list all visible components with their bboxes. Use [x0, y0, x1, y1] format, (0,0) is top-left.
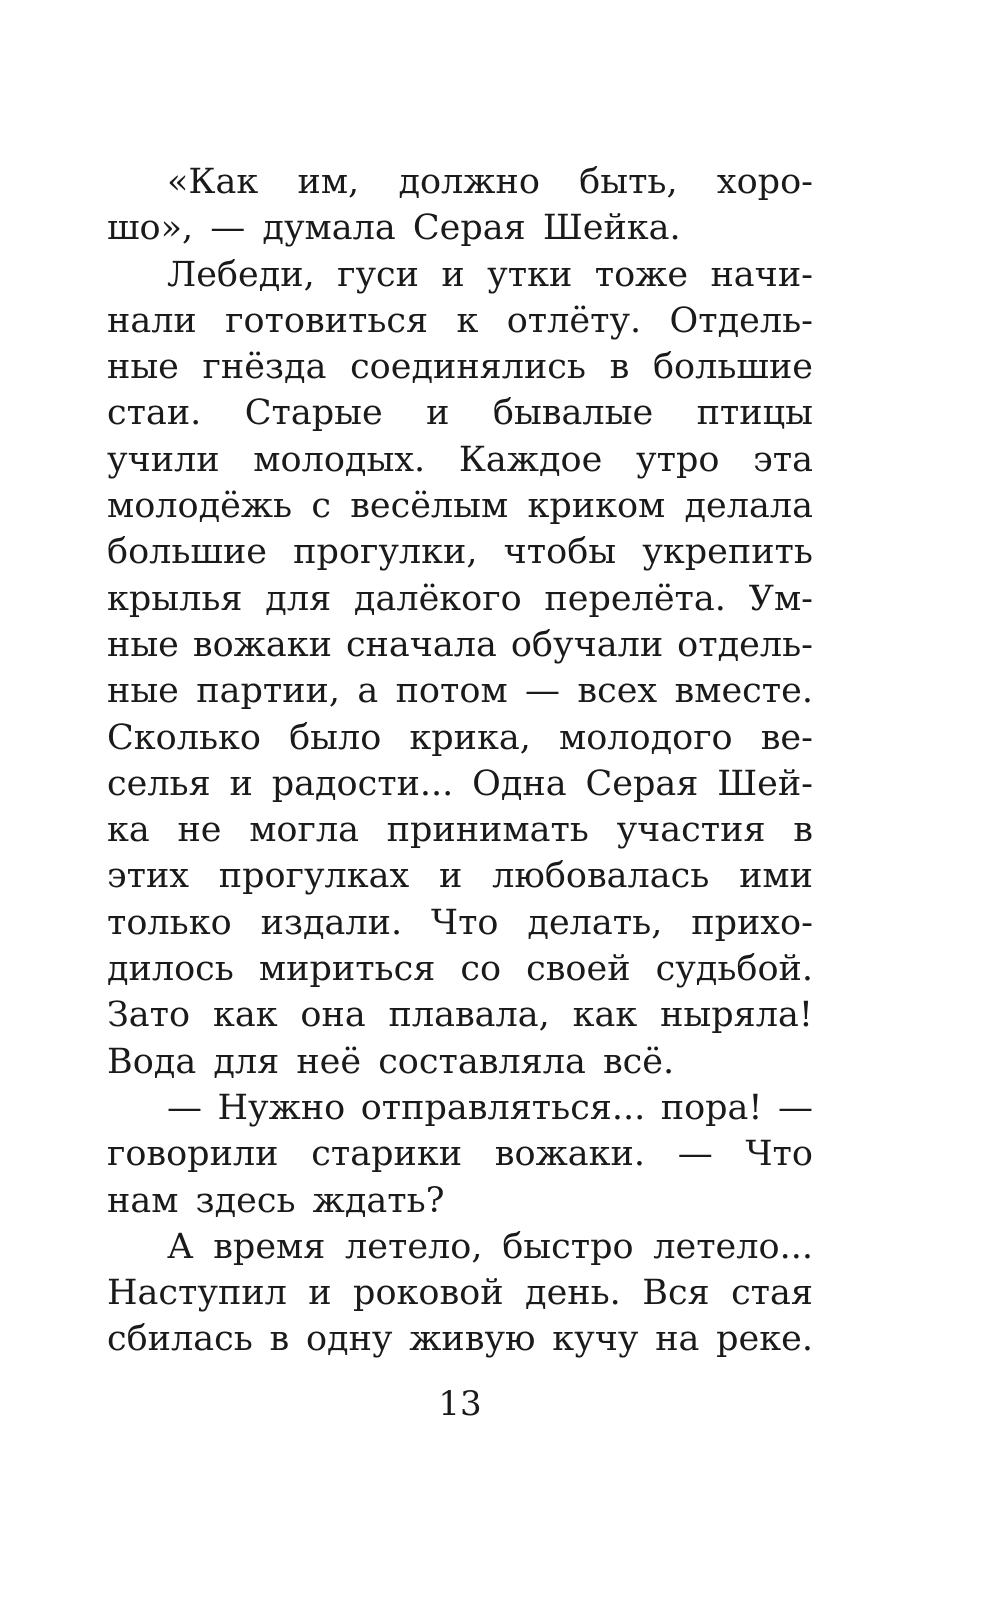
text-word: а	[357, 671, 379, 712]
text-word: утки	[487, 254, 573, 295]
text-line	[107, 668, 813, 714]
text-word: и	[229, 763, 253, 804]
text-word: «Как	[167, 162, 259, 202]
text-word: крика,	[409, 717, 531, 758]
text-word: ныряла!	[660, 995, 813, 1036]
text-word: гуси	[337, 254, 419, 295]
text-line	[107, 1270, 813, 1316]
text-line	[107, 807, 813, 853]
text-word: этих	[107, 856, 190, 897]
text-line	[107, 1085, 813, 1131]
text-word: издали.	[260, 902, 403, 943]
text-line: нам здесь ждать?	[107, 1180, 445, 1221]
text-line: Вода для неё составляла всё.	[107, 1041, 675, 1082]
text-word: соединялись	[350, 347, 586, 388]
text-word: гнёзда	[202, 347, 327, 388]
text-word: сначала	[345, 624, 497, 665]
text-word: Зато	[107, 995, 191, 1036]
text-line	[107, 344, 813, 390]
text-line	[107, 853, 813, 899]
text-word: перелёта.	[544, 578, 726, 619]
text-word: молодых.	[253, 439, 426, 480]
text-word: отдель-	[677, 624, 813, 665]
text-word: было	[289, 717, 382, 758]
text-word: вожаки.	[494, 1134, 645, 1175]
text-word: в	[793, 810, 813, 851]
text-word: большие	[652, 347, 813, 388]
text-word: реке.	[716, 1319, 813, 1360]
text-word: Что	[431, 902, 499, 943]
text-word: тоже	[594, 254, 689, 295]
text-word: партии,	[196, 671, 341, 712]
text-word: дилось	[107, 949, 234, 990]
text-word: и	[308, 1273, 332, 1314]
text-word: и	[426, 393, 450, 434]
text-word: стаи.	[107, 393, 202, 434]
text-word: своей	[526, 949, 631, 990]
text-word: должно	[398, 162, 540, 202]
text-line	[107, 298, 813, 344]
text-word: потом	[395, 671, 508, 712]
text-word: в	[269, 1319, 290, 1360]
text-word: криком	[527, 486, 666, 527]
text-word: к	[456, 300, 479, 341]
text-word: прихо-	[691, 902, 813, 943]
text-word: ка	[107, 810, 150, 851]
text-word: хоро-	[716, 162, 813, 202]
text-word: Шей-	[717, 763, 813, 804]
text-word: ные	[107, 624, 179, 665]
text-word: селья	[107, 763, 211, 804]
text-line	[107, 1224, 813, 1270]
text-line	[107, 715, 813, 761]
text-word: летело...	[653, 1226, 813, 1267]
text-word: молодого	[558, 717, 733, 758]
text-word: время	[213, 1226, 326, 1267]
text-word: принимать	[386, 810, 589, 851]
text-line	[107, 529, 813, 575]
text-word: им,	[297, 162, 360, 202]
text-word: стая	[731, 1273, 813, 1314]
text-word: отправляться...	[360, 1087, 646, 1128]
text-word: роковой	[353, 1273, 504, 1314]
text-word: только	[107, 902, 232, 943]
text-word: делала	[684, 486, 813, 527]
text-word: Серая	[585, 763, 699, 804]
text-word: —	[167, 1087, 202, 1128]
text-word: сбилась	[107, 1319, 253, 1360]
text-word: мириться	[258, 949, 436, 990]
text-line	[107, 390, 813, 436]
text-line	[107, 946, 813, 992]
text-word: укрепить	[642, 532, 813, 573]
text-word: вожаки	[192, 624, 332, 665]
text-word: любовалась	[492, 856, 710, 897]
text-word: чтобы	[503, 532, 617, 573]
text-word: говорили	[107, 1134, 279, 1175]
text-word: старики	[311, 1134, 463, 1175]
text-word: пора!	[660, 1087, 763, 1128]
text-word: летело,	[345, 1226, 483, 1267]
text-word: —	[677, 1134, 713, 1175]
text-word: отлёту.	[506, 300, 642, 341]
text-word: Вся	[642, 1273, 710, 1314]
text-line	[107, 900, 813, 946]
text-line	[107, 992, 813, 1038]
text-word: не	[177, 810, 222, 851]
text-line	[107, 1131, 813, 1177]
text-word: учили	[107, 439, 220, 480]
text-line	[107, 252, 813, 298]
text-word: всех	[577, 671, 658, 712]
text-word: одну	[305, 1319, 393, 1360]
story-text	[107, 159, 813, 1363]
text-word: начи-	[710, 254, 813, 295]
text-word: могла	[249, 810, 359, 851]
text-word: —	[778, 1087, 813, 1128]
text-word: Лебеди,	[167, 254, 315, 295]
text-word: со	[460, 949, 502, 990]
text-word: с	[311, 486, 331, 527]
text-line	[107, 576, 813, 622]
text-word: и	[439, 856, 463, 897]
text-word: вместе.	[674, 671, 813, 712]
text-word: живую	[409, 1319, 536, 1360]
text-word: утро	[636, 439, 720, 480]
text-word: как	[212, 995, 278, 1036]
text-word: Отдель-	[669, 300, 813, 341]
text-word: Одна	[472, 763, 567, 804]
text-word: участия	[616, 810, 766, 851]
text-word: —	[525, 671, 561, 712]
text-word: быть,	[579, 162, 678, 202]
text-word: Нужно	[217, 1087, 346, 1128]
text-word: Что	[745, 1134, 813, 1175]
text-word: далёкого	[353, 578, 522, 619]
text-line	[107, 622, 813, 668]
text-word: нали	[107, 300, 197, 341]
text-line	[107, 1316, 813, 1362]
text-word: делать,	[527, 902, 663, 943]
text-word: как	[572, 995, 638, 1036]
page-number: 13	[438, 1384, 482, 1424]
text-line	[107, 159, 813, 205]
text-word: А	[167, 1226, 194, 1267]
text-word: Сколько	[107, 717, 261, 758]
text-word: ими	[739, 856, 813, 897]
text-word: день.	[525, 1273, 621, 1314]
text-word: весёлым	[350, 486, 509, 527]
text-word: прогулках	[218, 856, 410, 897]
text-word: и	[441, 254, 465, 295]
text-word: бывалые	[492, 393, 654, 434]
text-line	[107, 483, 813, 529]
text-word: большие	[107, 532, 268, 573]
text-word: на	[655, 1319, 700, 1360]
text-word: кучу	[552, 1319, 639, 1360]
text-word: она	[300, 995, 366, 1036]
text-line	[107, 437, 813, 483]
text-word: молодёжь	[107, 486, 293, 527]
text-line	[107, 761, 813, 807]
text-word: обучали	[510, 624, 664, 665]
text-word: крылья	[107, 578, 243, 619]
text-word: в	[609, 347, 630, 388]
text-word: Каждое	[458, 439, 603, 480]
text-word: птицы	[696, 393, 813, 434]
text-word: прогулки,	[293, 532, 478, 573]
text-word: готовиться	[225, 300, 429, 341]
text-word: эта	[753, 439, 813, 480]
text-word: ные	[107, 671, 179, 712]
text-word: судьбой.	[655, 949, 813, 990]
text-line: шо», — думала Серая Шейка.	[107, 208, 681, 249]
text-word: быстро	[502, 1226, 634, 1267]
text-word: Ум-	[748, 578, 813, 619]
text-word: Наступил	[107, 1273, 287, 1314]
text-word: для	[265, 578, 332, 619]
text-word: радости...	[271, 763, 454, 804]
text-word: ные	[107, 347, 179, 388]
text-word: плавала,	[388, 995, 550, 1036]
text-word: ве-	[760, 717, 813, 758]
text-word: Старые	[244, 393, 383, 434]
